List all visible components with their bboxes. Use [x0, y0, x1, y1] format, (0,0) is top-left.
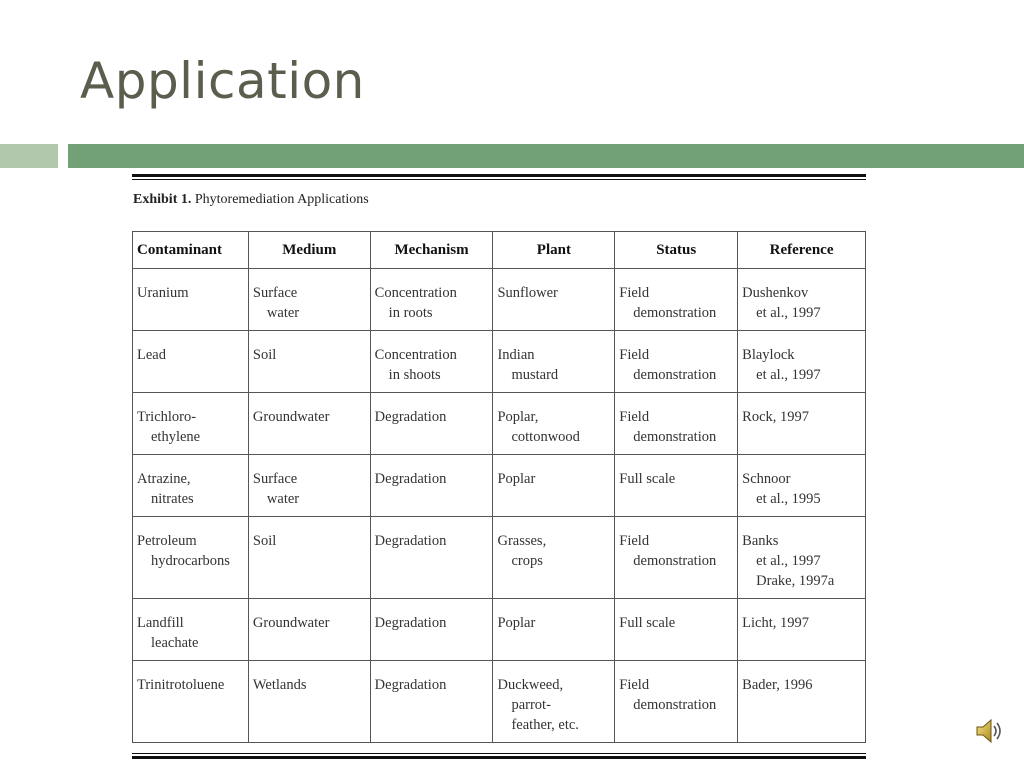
cell-plant	[493, 393, 615, 455]
cell-status	[615, 269, 738, 331]
cell-line: Degradation	[374, 409, 447, 425]
top-rule	[132, 174, 866, 177]
cell-line: Concentration	[374, 347, 457, 363]
cell-line: ethylene	[151, 429, 201, 445]
cell-mechanism	[370, 455, 493, 517]
cell-medium	[248, 455, 370, 517]
cell-line: Field	[619, 409, 650, 425]
column-header: Plant	[493, 232, 615, 269]
cell-line: Schnoor	[742, 471, 791, 487]
column-header: Medium	[248, 232, 370, 269]
cell-reference	[738, 599, 866, 661]
cell-status	[615, 455, 738, 517]
cell-contaminant	[133, 269, 249, 331]
cell-plant	[493, 517, 615, 599]
cell-status	[615, 393, 738, 455]
cell-line: Degradation	[374, 471, 447, 487]
cell-line: Uranium	[137, 285, 189, 301]
cell-contaminant	[133, 331, 249, 393]
cell-medium	[248, 269, 370, 331]
cell-line: feather, etc.	[511, 717, 579, 733]
cell-reference	[738, 517, 866, 599]
cell-medium	[248, 517, 370, 599]
cell-contaminant	[133, 393, 249, 455]
cell-line: leachate	[151, 635, 199, 651]
cell-line: parrot-	[511, 697, 551, 713]
column-header: Mechanism	[370, 232, 493, 269]
cell-line: Poplar,	[497, 409, 539, 425]
cell-line: Dushenkov	[742, 285, 809, 301]
cell-plant	[493, 331, 615, 393]
cell-line: et al., 1997	[756, 367, 821, 383]
bottom-rule	[132, 751, 866, 759]
cell-line: et al., 1995	[756, 491, 821, 507]
cell-plant	[493, 599, 615, 661]
cell-medium	[248, 661, 370, 743]
cell-status	[615, 517, 738, 599]
cell-line: Sunflower	[497, 285, 558, 301]
cell-mechanism	[370, 331, 493, 393]
exhibit-figure	[132, 174, 866, 733]
cell-line: et al., 1997	[756, 553, 821, 569]
cell-line: Petroleum	[137, 533, 197, 549]
cell-line: Trichloro-	[137, 409, 197, 425]
cell-line: Full scale	[619, 615, 676, 631]
decorative-band-right	[68, 144, 1024, 168]
cell-line: Field	[619, 347, 650, 363]
cell-plant	[493, 269, 615, 331]
cell-line: Licht, 1997	[742, 615, 810, 631]
cell-line: Landfill	[137, 615, 184, 631]
cell-line: Concentration	[374, 285, 457, 301]
cell-line: nitrates	[151, 491, 194, 507]
table-row	[133, 661, 866, 743]
cell-line: Banks	[742, 533, 779, 549]
cell-medium	[248, 393, 370, 455]
cell-line: demonstration	[633, 367, 717, 383]
cell-line: crops	[511, 553, 543, 569]
cell-line: in roots	[388, 305, 433, 321]
column-header: Reference	[738, 232, 866, 269]
cell-line: Grasses,	[497, 533, 547, 549]
cell-line: Soil	[252, 347, 277, 363]
cell-line: water	[266, 305, 300, 321]
cell-line: Degradation	[374, 533, 447, 549]
cell-line: Rock, 1997	[742, 409, 810, 425]
table-header-row	[133, 232, 866, 269]
cell-line: Lead	[137, 347, 166, 363]
cell-reference	[738, 455, 866, 517]
cell-medium	[248, 331, 370, 393]
cell-mechanism	[370, 393, 493, 455]
cell-status	[615, 599, 738, 661]
table-row	[133, 331, 866, 393]
cell-line: Atrazine,	[137, 471, 191, 487]
cell-reference	[738, 269, 866, 331]
cell-line: Trinitrotoluene	[137, 677, 225, 693]
cell-reference	[738, 393, 866, 455]
speaker-icon[interactable]	[974, 716, 1004, 746]
cell-line: demonstration	[633, 429, 717, 445]
cell-line: Wetlands	[252, 677, 307, 693]
caption-text: Phytoremediation Applications	[194, 192, 369, 207]
cell-line: demonstration	[633, 553, 717, 569]
cell-line: water	[266, 491, 300, 507]
cell-status	[615, 331, 738, 393]
cell-plant	[493, 661, 615, 743]
cell-plant	[493, 455, 615, 517]
cell-contaminant	[133, 455, 249, 517]
cell-line: Indian	[497, 347, 535, 363]
cell-mechanism	[370, 599, 493, 661]
table-row	[133, 517, 866, 599]
exhibit-caption	[133, 192, 866, 214]
cell-line: Field	[619, 285, 650, 301]
cell-line: et al., 1997	[756, 305, 821, 321]
decorative-band-left	[0, 144, 58, 168]
slide-title: Application	[80, 52, 365, 110]
table-row	[133, 269, 866, 331]
cell-line: Surface	[252, 471, 298, 487]
cell-line: Bader, 1996	[742, 677, 813, 693]
cell-line: Full scale	[619, 471, 676, 487]
column-header: Contaminant	[133, 232, 249, 269]
column-header: Status	[615, 232, 738, 269]
cell-line: Soil	[252, 533, 277, 549]
caption-label: Exhibit 1.	[133, 192, 192, 207]
cell-line: demonstration	[633, 305, 717, 321]
cell-line: cottonwood	[511, 429, 580, 445]
cell-mechanism	[370, 517, 493, 599]
cell-reference	[738, 661, 866, 743]
cell-line: Surface	[252, 285, 298, 301]
cell-line: Field	[619, 533, 650, 549]
cell-line: Groundwater	[252, 615, 330, 631]
table-row	[133, 393, 866, 455]
cell-mechanism	[370, 661, 493, 743]
cell-line: hydrocarbons	[151, 553, 230, 569]
cell-reference	[738, 331, 866, 393]
cell-mechanism	[370, 269, 493, 331]
cell-status	[615, 661, 738, 743]
cell-line: Poplar	[497, 471, 536, 487]
cell-line: Blaylock	[742, 347, 795, 363]
cell-line: in shoots	[388, 367, 441, 383]
phytoremediation-table	[132, 231, 866, 743]
table-row	[133, 599, 866, 661]
cell-line: Duckweed,	[497, 677, 564, 693]
table-body	[133, 269, 866, 743]
cell-contaminant	[133, 517, 249, 599]
table-row	[133, 455, 866, 517]
cell-line: Degradation	[374, 677, 447, 693]
cell-line: mustard	[511, 367, 559, 383]
cell-line: Groundwater	[252, 409, 330, 425]
cell-contaminant	[133, 661, 249, 743]
cell-medium	[248, 599, 370, 661]
cell-line: Drake, 1997a	[756, 573, 835, 589]
cell-line: Degradation	[374, 615, 447, 631]
cell-contaminant	[133, 599, 249, 661]
cell-line: Poplar	[497, 615, 536, 631]
cell-line: demonstration	[633, 697, 717, 713]
cell-line: Field	[619, 677, 650, 693]
